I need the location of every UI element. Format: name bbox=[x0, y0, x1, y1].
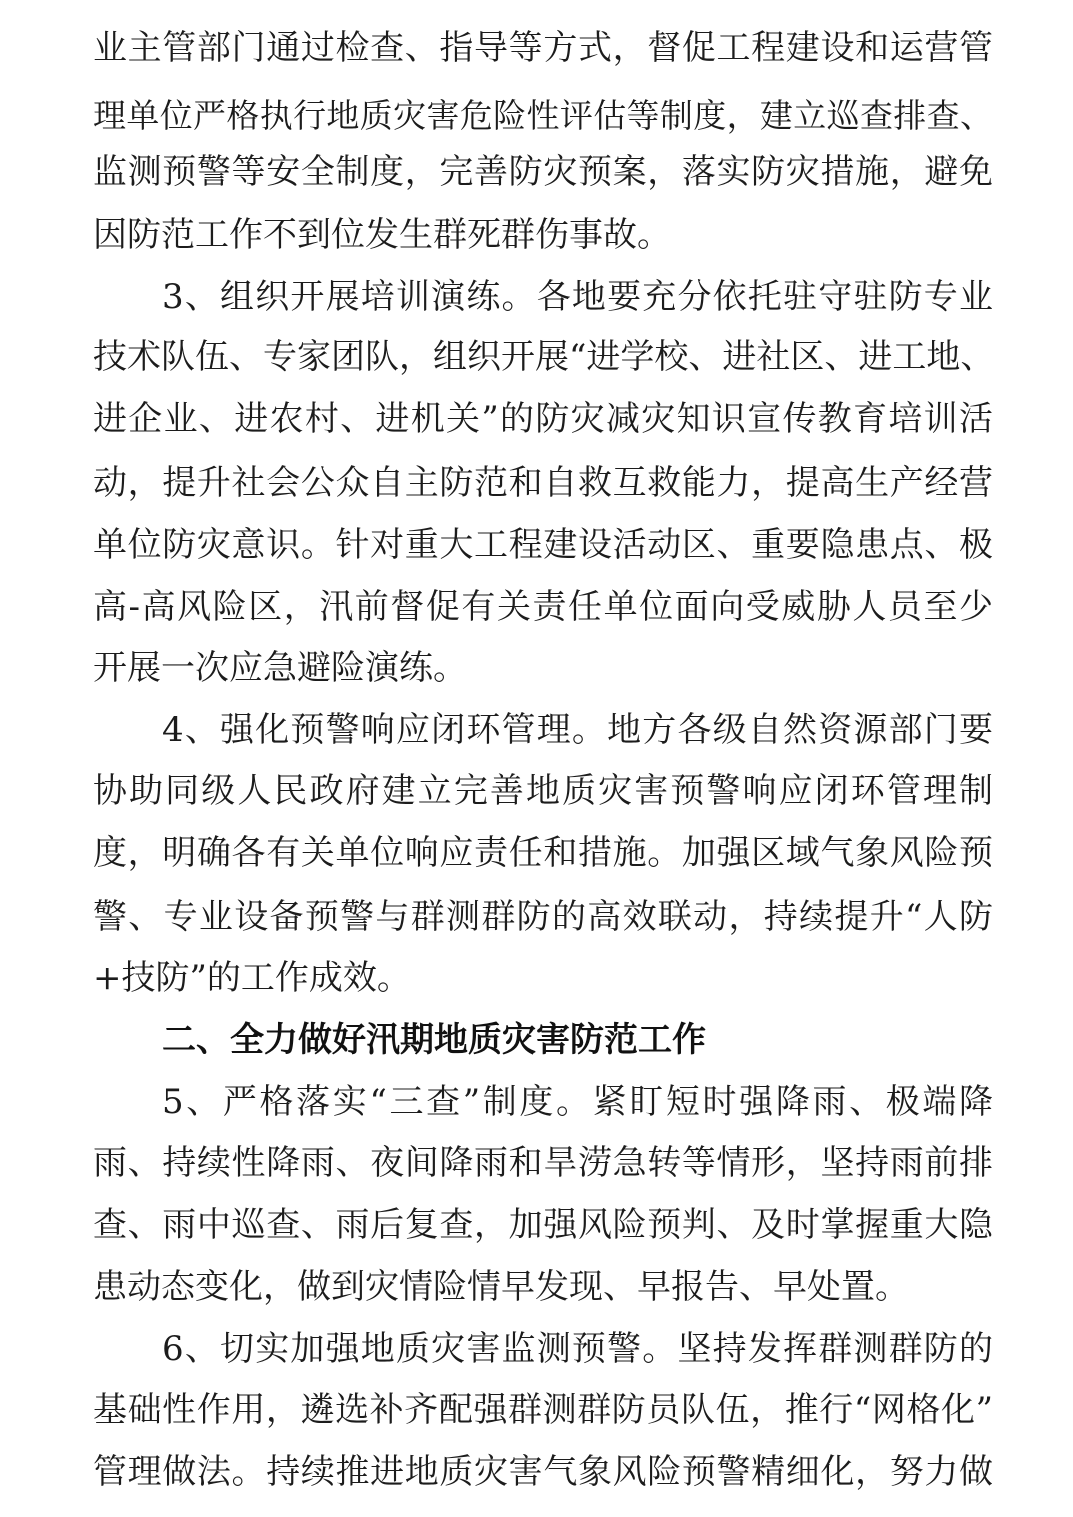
paragraph-5-line-3: 查、雨中巡查、雨后复查，加强风险预判、及时掌握重大隐 bbox=[93, 1205, 993, 1245]
paragraph-6-line-2: 基础性作用，遴选补齐配强群测群防员队伍，推行“网格化” bbox=[93, 1390, 993, 1430]
paragraph-3-line-6: 高-高风险区，汛前督促有关责任单位面向受威胁人员至少 bbox=[93, 587, 993, 627]
paragraph-4-line-2: 协助同级人民政府建立完善地质灾害预警响应闭环管理制 bbox=[93, 771, 993, 811]
paragraph-3-line-4: 动，提升社会公众自主防范和自救互救能力，提高生产经营 bbox=[93, 463, 993, 503]
paragraph-4-line-3: 度，明确各有关单位响应责任和措施。加强区域气象风险预 bbox=[93, 833, 993, 873]
paragraph-5-line-1: 5、严格落实“三查”制度。紧盯短时强降雨、极端降 bbox=[162, 1082, 993, 1122]
paragraph-1-line-4: 因防范工作不到位发生群死群伤事故。 bbox=[93, 215, 671, 255]
paragraph-4-line-4: 警、专业设备预警与群测群防的高效联动，持续提升“人防 bbox=[93, 897, 993, 937]
paragraph-6-line-3: 管理做法。持续推进地质灾害气象风险预警精细化，努力做 bbox=[93, 1452, 993, 1492]
paragraph-1-line-3: 监测预警等安全制度，完善防灾预案，落实防灾措施，避免 bbox=[93, 152, 993, 192]
section-heading: 二、全力做好汛期地质灾害防范工作 bbox=[162, 1020, 706, 1060]
paragraph-1-line-1: 业主管部门通过检查、指导等方式，督促工程建设和运营管 bbox=[93, 28, 993, 68]
paragraph-4-line-1: 4、强化预警响应闭环管理。地方各级自然资源部门要 bbox=[162, 710, 993, 750]
paragraph-5-line-4: 患动态变化，做到灾情险情早发现、早报告、早处置。 bbox=[93, 1267, 909, 1307]
paragraph-5-line-2: 雨、持续性降雨、夜间降雨和旱涝急转等情形，坚持雨前排 bbox=[93, 1143, 993, 1183]
paragraph-4-line-5: +技防”的工作成效。 bbox=[93, 958, 411, 998]
paragraph-3-line-2: 技术队伍、专家团队，组织开展“进学校、进社区、进工地、 bbox=[93, 337, 995, 377]
paragraph-3-line-1: 3、组织开展培训演练。各地要充分依托驻守驻防专业 bbox=[162, 277, 993, 317]
paragraph-3-line-7: 开展一次应急避险演练。 bbox=[93, 648, 467, 688]
paragraph-1-line-2: 理单位严格执行地质灾害危险性评估等制度，建立巡查排查、 bbox=[93, 96, 993, 135]
paragraph-6-line-1: 6、切实加强地质灾害监测预警。坚持发挥群测群防的 bbox=[162, 1329, 993, 1369]
paragraph-3-line-5: 单位防灾意识。针对重大工程建设活动区、重要隐患点、极 bbox=[93, 525, 993, 565]
paragraph-3-line-3: 进企业、进农村、进机关”的防灾减灾知识宣传教育培训活 bbox=[93, 399, 993, 439]
